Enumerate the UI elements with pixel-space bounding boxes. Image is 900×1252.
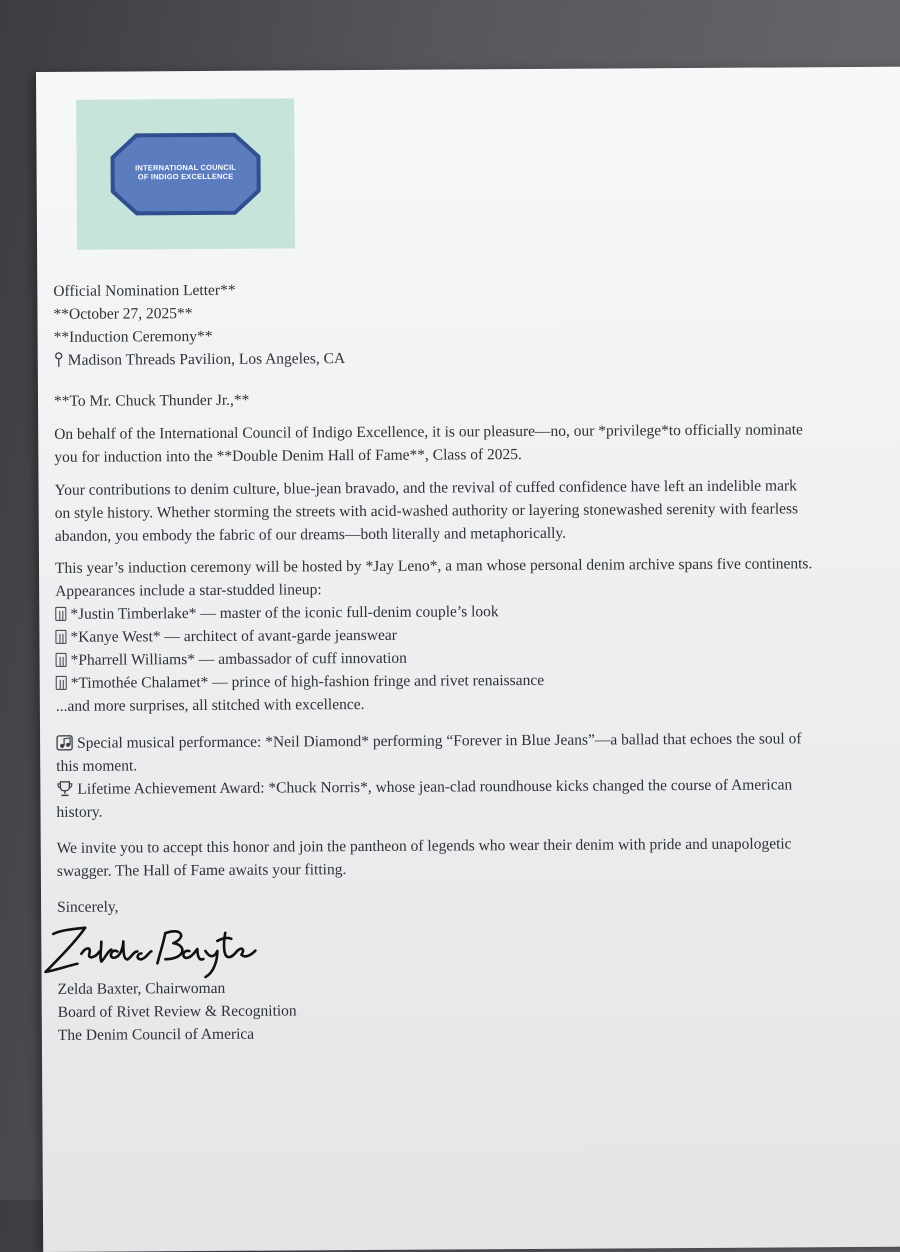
signature-block [58, 976, 297, 1046]
paragraph-line: history. [56, 796, 802, 824]
header-block [53, 278, 345, 372]
lineup-text: *Kanye West* — architect of avant-garde jeanswear [70, 627, 397, 646]
lineup-text: *Timothée Chalamet* — prince of high-fashion fringe and rivet renaissance [71, 672, 544, 692]
letter-title: Official Nomination Letter** [53, 278, 345, 303]
paragraph-line: Your contributions to denim culture, blue-jean bravado, and the revival of cuffed confidence have left an indelible mark [54, 474, 798, 502]
music-icon [56, 735, 73, 751]
paragraph-5 [57, 832, 792, 882]
award-line [56, 773, 802, 801]
letter-paper [36, 67, 900, 1252]
ceremony-label: **Induction Ceremony** [54, 324, 346, 349]
paragraph-2 [54, 474, 798, 548]
logo-line-2: OF INDIGO EXCELLENCE [122, 172, 250, 182]
signer-name-title: Zelda Baxter, Chairwoman [58, 976, 297, 1000]
salutation [54, 389, 250, 413]
council-logo [76, 98, 295, 249]
paragraph-3 [55, 552, 813, 718]
paragraph-line: this moment. [56, 750, 802, 778]
music-text: Special musical performance: *Neil Diamond* performing “Forever in Blue Jeans”—a ballad that echoes the soul of [77, 730, 801, 751]
paragraph-line: swagger. The Hall of Fame awaits your fitting. [57, 855, 792, 882]
paragraph-4 [56, 727, 802, 824]
lineup-text: *Pharrell Williams* — ambassador of cuff innovation [71, 650, 407, 669]
jeans-icon [55, 607, 66, 621]
signer-org: The Denim Council of America [58, 1022, 297, 1046]
jeans-icon [55, 630, 66, 644]
award-text: Lifetime Achievement Award: *Chuck Norris*, whose jean-clad roundhouse kicks changed the course of American [77, 776, 792, 797]
paragraph-line: abandon, you embody the fabric of our dreams—both literally and metaphorically. [55, 520, 799, 548]
location-text: Madison Threads Pavilion, Los Angeles, CA [68, 350, 346, 369]
paragraph-line: on style history. Whether storming the streets with acid-washed authority or layering stonewashed serenity with fearless [55, 497, 799, 525]
paragraph-line: We invite you to accept this honor and join the pantheon of legends who wear their denim with pride and unapologetic [57, 832, 792, 859]
logo-line-1: INTERNATIONAL COUNCIL [122, 163, 250, 173]
lineup-text: *Justin Timberlake* — master of the iconic full-denim couple’s look [70, 603, 498, 623]
trophy-icon [56, 781, 73, 797]
valediction-text: Sincerely, [57, 896, 119, 919]
jeans-icon [56, 676, 67, 690]
lineup-closing: ...and more surprises, all stitched with excellence. [56, 690, 813, 718]
letter-date: **October 27, 2025** [53, 301, 345, 326]
music-line [56, 727, 802, 755]
paragraph-line: you for induction into the **Double Denim Hall of Fame**, Class of 2025. [54, 441, 803, 469]
paragraph-line: On behalf of the International Council of Indigo Excellence, it is our pleasure—no, our *privilege*to officially nominate [54, 418, 803, 446]
paragraph-1 [54, 418, 803, 469]
paragraph-line: This year’s induction ceremony will be hosted by *Jay Leno*, a man whose personal denim archive spans five continents. [55, 552, 812, 580]
signature-image [41, 911, 261, 982]
signer-board: Board of Rivet Review & Recognition [58, 999, 297, 1023]
paragraph-line: Appearances include a star-studded lineup: [55, 575, 812, 603]
jeans-icon [56, 653, 67, 667]
pin-icon [54, 352, 64, 368]
location-line [54, 347, 346, 372]
salutation-text: **To Mr. Chuck Thunder Jr.,** [54, 389, 250, 413]
